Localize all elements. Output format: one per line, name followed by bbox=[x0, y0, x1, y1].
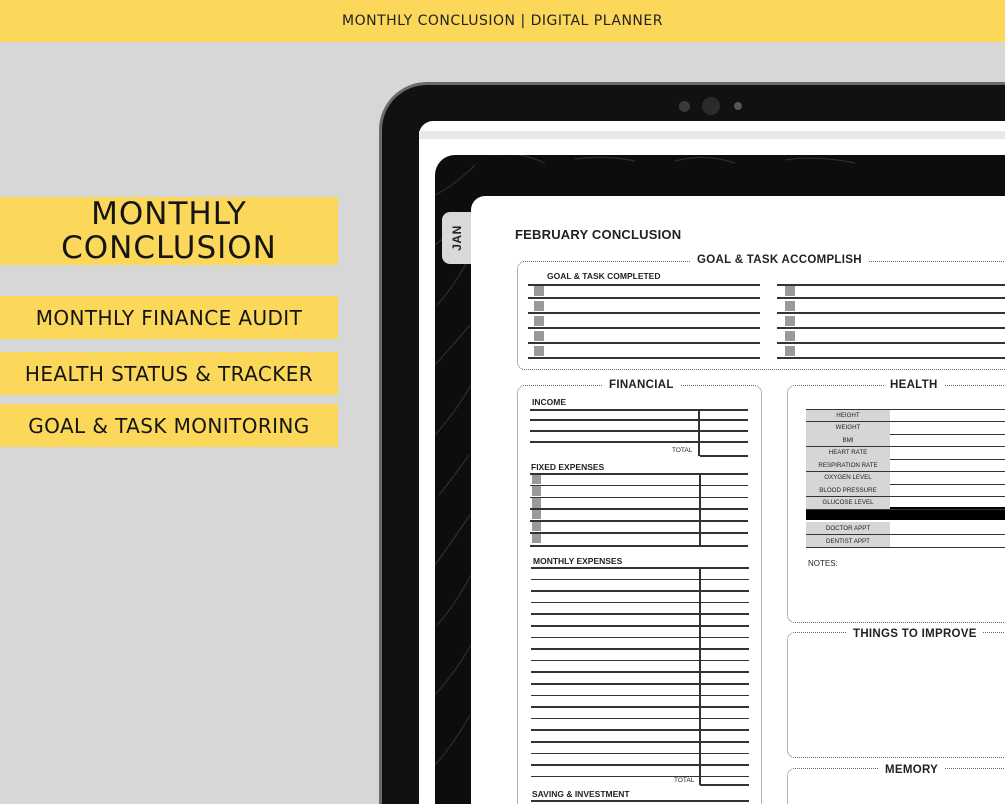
health-row-label: BMI bbox=[806, 434, 890, 446]
health-appt-line bbox=[806, 547, 1005, 548]
monthly-expenses-label: MONTHLY EXPENSES bbox=[533, 556, 623, 566]
income-total-line bbox=[700, 455, 748, 457]
monthly-expense-line bbox=[531, 718, 749, 720]
feature-label: MONTHLY FINANCE AUDIT bbox=[35, 305, 303, 330]
fixed-expense-line bbox=[530, 520, 748, 522]
tab-jan[interactable] bbox=[442, 212, 472, 264]
fixed-expense-checkbox[interactable] bbox=[532, 474, 541, 484]
health-appt-label: DENTIST APPT bbox=[806, 535, 890, 547]
monthly-expense-line bbox=[531, 683, 749, 685]
monthly-expense-line bbox=[531, 625, 749, 627]
fixed-expense-line bbox=[530, 545, 748, 547]
improve-section bbox=[787, 632, 1005, 758]
expenses-total-label: TOTAL bbox=[674, 777, 695, 784]
income-total-label: TOTAL bbox=[672, 447, 693, 454]
goal-checkbox[interactable] bbox=[534, 331, 544, 341]
fixed-expense-line bbox=[530, 485, 748, 487]
income-line bbox=[530, 441, 748, 443]
fixed-expense-line bbox=[530, 497, 748, 499]
goal-checkbox[interactable] bbox=[785, 346, 795, 356]
fixed-expense-line bbox=[530, 508, 748, 510]
monthly-expense-line bbox=[531, 776, 749, 778]
monthly-expense-line bbox=[531, 753, 749, 755]
camera-icon bbox=[702, 97, 720, 115]
goal-line bbox=[528, 284, 760, 286]
app-toolbar bbox=[419, 131, 1005, 139]
health-row-line bbox=[806, 509, 1005, 510]
fixed-expenses-label: FIXED EXPENSES bbox=[531, 462, 605, 472]
goal-checkbox[interactable] bbox=[785, 331, 795, 341]
sensor-icon bbox=[679, 101, 690, 112]
health-row-label: OXYGEN LEVEL bbox=[806, 472, 890, 484]
goal-checkbox[interactable] bbox=[785, 286, 795, 296]
goal-subtitle: GOAL & TASK COMPLETED bbox=[547, 271, 661, 281]
monthly-expense-line bbox=[531, 729, 749, 731]
income-label: INCOME bbox=[532, 397, 566, 407]
goal-section-title: GOAL & TASK ACCOMPLISH bbox=[691, 254, 868, 266]
health-row-label: WEIGHT bbox=[806, 422, 890, 434]
fixed-expense-line bbox=[530, 473, 748, 475]
monthly-expense-line bbox=[531, 590, 749, 592]
health-appt-label: DOCTOR APPT bbox=[806, 522, 890, 534]
monthly-expense-line bbox=[531, 695, 749, 697]
health-title: HEALTH bbox=[884, 379, 944, 391]
memory-title: MEMORY bbox=[879, 764, 944, 776]
page-title: FEBRUARY CONCLUSION bbox=[515, 227, 682, 242]
goal-checkbox[interactable] bbox=[534, 301, 544, 311]
feature-label: GOAL & TASK MONITORING bbox=[28, 413, 310, 438]
monthly-expense-line bbox=[531, 567, 749, 569]
health-row-line bbox=[806, 409, 1005, 410]
income-divider bbox=[698, 409, 700, 456]
fixed-expense-checkbox[interactable] bbox=[532, 533, 541, 543]
fixed-expense-line bbox=[530, 532, 748, 534]
goal-line bbox=[528, 342, 760, 344]
goal-line bbox=[777, 357, 1005, 359]
goal-line bbox=[528, 297, 760, 299]
fixed-expense-divider bbox=[699, 473, 701, 545]
monthly-expense-line bbox=[531, 637, 749, 639]
feature-finance-audit bbox=[0, 296, 338, 339]
monthly-expense-line bbox=[531, 764, 749, 766]
monthly-expense-line bbox=[531, 741, 749, 743]
goal-line bbox=[528, 327, 760, 329]
goal-checkbox[interactable] bbox=[534, 316, 544, 326]
headline-line2: CONCLUSION bbox=[61, 230, 277, 266]
goal-line bbox=[777, 312, 1005, 314]
improve-title: THINGS TO IMPROVE bbox=[847, 628, 983, 640]
goal-checkbox[interactable] bbox=[785, 316, 795, 326]
income-line bbox=[530, 419, 748, 421]
income-line bbox=[530, 430, 748, 432]
light-sensor-icon bbox=[734, 102, 742, 110]
health-row-label: HEIGHT bbox=[806, 409, 890, 421]
monthly-expense-line bbox=[531, 706, 749, 708]
monthly-expense-line bbox=[531, 613, 749, 615]
financial-title: FINANCIAL bbox=[603, 379, 680, 391]
monthly-expense-divider bbox=[699, 567, 701, 785]
feature-goal-monitoring bbox=[0, 404, 338, 447]
health-notes-label: NOTES: bbox=[808, 559, 838, 568]
income-line bbox=[530, 409, 748, 411]
monthly-expense-line bbox=[531, 602, 749, 604]
feature-label: HEALTH STATUS & TRACKER bbox=[24, 361, 314, 386]
health-row-label: RESPIRATION RATE bbox=[806, 459, 890, 471]
monthly-expense-line bbox=[531, 579, 749, 581]
goal-checkbox[interactable] bbox=[785, 301, 795, 311]
fixed-expense-checkbox[interactable] bbox=[532, 521, 541, 531]
saving-line bbox=[531, 800, 749, 802]
goal-line bbox=[777, 284, 1005, 286]
goal-line bbox=[777, 327, 1005, 329]
monthly-expense-line bbox=[531, 648, 749, 650]
health-row-label: GLUCOSE LEVEL bbox=[806, 497, 890, 509]
monthly-expense-line bbox=[531, 660, 749, 662]
banner-title: MONTHLY CONCLUSION | DIGITAL PLANNER bbox=[342, 13, 663, 29]
tab-jan-label: JAN bbox=[449, 225, 464, 251]
health-row-label: HEART RATE bbox=[806, 447, 890, 459]
feature-health-tracker bbox=[0, 352, 338, 395]
monthly-expense-total-line bbox=[700, 784, 749, 786]
fixed-expense-checkbox[interactable] bbox=[532, 486, 541, 496]
top-banner bbox=[0, 0, 1005, 42]
goal-line bbox=[528, 357, 760, 359]
goal-checkbox[interactable] bbox=[534, 346, 544, 356]
goal-line bbox=[777, 342, 1005, 344]
goal-checkbox[interactable] bbox=[534, 286, 544, 296]
monthly-expense-line bbox=[531, 671, 749, 673]
goal-line bbox=[528, 312, 760, 314]
health-row-label: BLOOD PRESSURE bbox=[806, 484, 890, 496]
saving-label: SAVING & INVESTMENT bbox=[532, 789, 630, 799]
headline-box bbox=[0, 197, 338, 265]
goal-line bbox=[777, 297, 1005, 299]
fixed-expense-checkbox[interactable] bbox=[532, 498, 541, 508]
fixed-expense-checkbox[interactable] bbox=[532, 509, 541, 519]
headline-line1: MONTHLY bbox=[91, 196, 247, 232]
